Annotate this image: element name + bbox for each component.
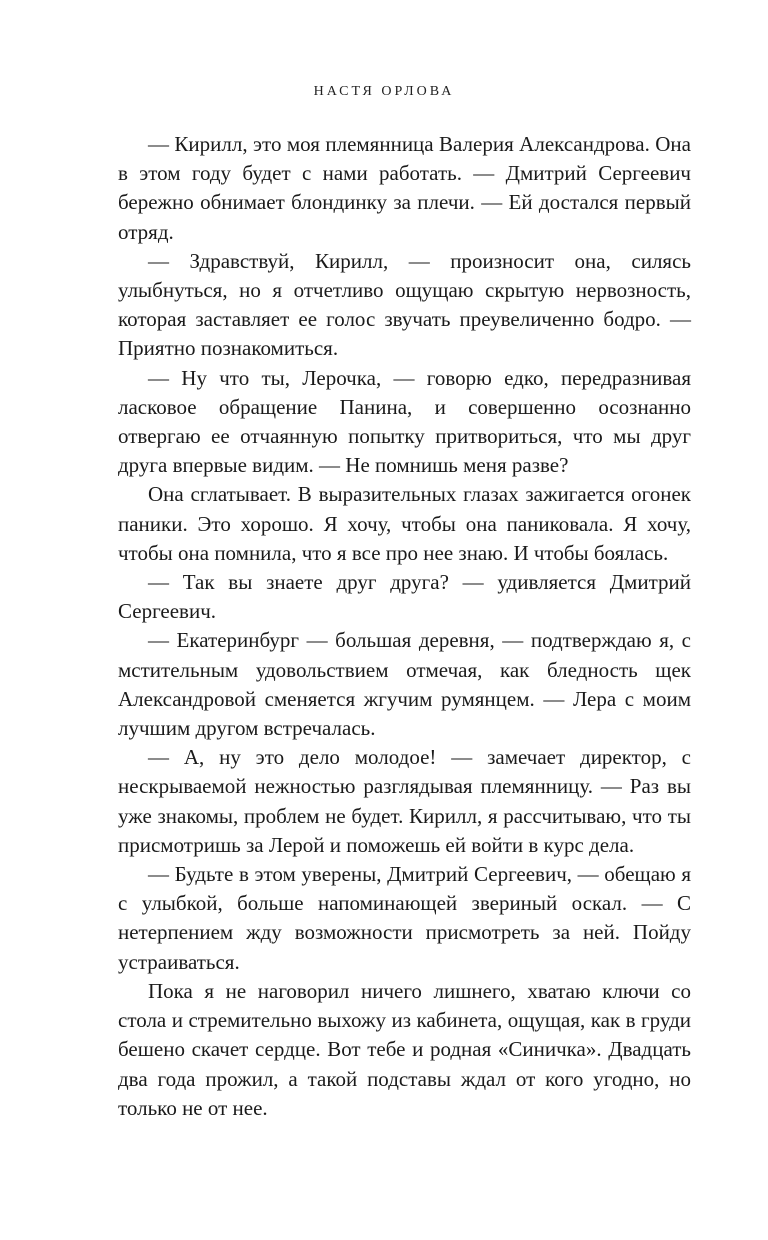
- paragraph: — Будьте в этом уверены, Дмитрий Сергеевич, — обещаю я с улыбкой, больше напоминающей звериный оскал. — С нетерпением жду возможности присмотреть за ней. Пойду устраиваться.: [118, 862, 691, 974]
- running-title: НАСТЯ ОРЛОВА: [313, 84, 455, 99]
- paragraph: — Здравствуй, Кирилл, — произносит она, силясь улыбнуться, но я отчетливо ощущаю скрытую нервозность, которая заставляет ее голос звучать преувеличенно бодро. — Приятно познакомиться.: [118, 248, 691, 361]
- paragraph: Она сглатывает. В выразительных глазах зажигается огонек паники. Это хорошо. Я хочу, чтобы она паниковала. Я хочу, чтобы она помнила, что я все про нее знаю. И чтобы боялась.: [118, 482, 691, 565]
- paragraph: — Ну что ты, Лерочка, — говорю едко, передразнивая ласковое обращение Панина, и совершенно осознанно отвергаю ее отчаянную попытку притвориться, что мы друг друга впервые видим. — Не помнишь меня разве?: [118, 365, 691, 478]
- paragraph: — Екатеринбург — большая деревня, — подтверждаю я, с мстительным удовольствием отмечая, как бледность щек Александровой сменяется жгучим румянцем. — Лера с моим лучшим другом встречалась.: [118, 628, 691, 741]
- paragraph: — Кирилл, это моя племянница Валерия Александрова. Она в этом году будет с нами работать. — Дмитрий Сергеевич бережно обнимает блондинку за плечи. — Ей достался первый отряд.: [118, 132, 691, 244]
- paragraph: Пока я не наговорил ничего лишнего, хватаю ключи со стола и стремительно выхожу из кабинета, ощущая, как в груди бешено скачет сердце. Вот тебе и родная «Синичка». Двадцать два года прожил, а такой подставы ждал от кого угодно, но только не от нее.: [118, 978, 691, 1120]
- paragraph: — А, ну это дело молодое! — замечает директор, с нескрываемой нежностью разглядывая племянницу. — Раз вы уже знакомы, проблем не будет. Кирилл, я рассчитываю, что ты присмотришь за Лерой и поможешь ей войти в курс дела.: [118, 745, 691, 857]
- body-text: [118, 130, 691, 1123]
- paragraph: — Так вы знаете друг друга? — удивляется Дмитрий Сергеевич.: [118, 570, 691, 624]
